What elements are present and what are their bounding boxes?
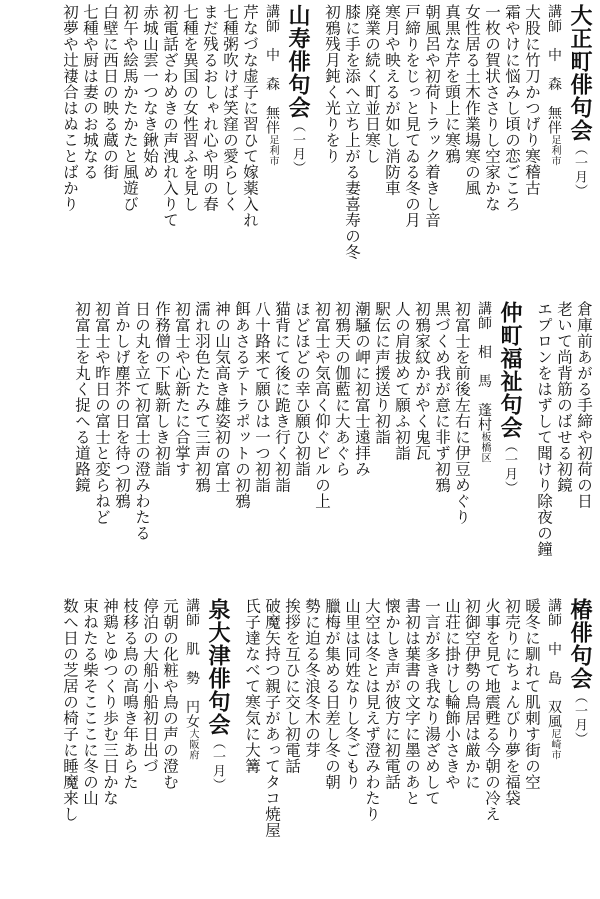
haiku-text: 人の肩拔めて願ふ初詣	[393, 301, 411, 461]
group-title	[564, 598, 594, 894]
haiku-text: 霜やけに悩みし頃の恋ごころ	[503, 4, 521, 212]
haiku-text: 暖冬に馴れて肌刺す街の空	[523, 598, 541, 790]
teacher-city: 尼崎市	[549, 728, 560, 760]
haiku-entry	[442, 598, 462, 894]
haiku-entry	[302, 598, 322, 894]
haiku-entry	[502, 4, 522, 300]
teacher-poet-name: 双風	[546, 699, 562, 729]
haiku-entry	[80, 598, 100, 894]
haiku-text: 神の山気高き雄姿初の富士	[213, 301, 231, 493]
haiku-text: 七種や厨は妻のお城なる	[81, 4, 99, 180]
group-title-text: 椿俳句会	[567, 598, 592, 690]
haiku-entry	[342, 4, 362, 300]
haiku-entry	[554, 301, 574, 597]
group-month: （一月）	[502, 439, 517, 495]
teacher-info	[542, 598, 564, 894]
haiku-entry	[574, 301, 594, 597]
haiku-text: 黒づくめ我が意に非ず初鴉	[433, 301, 451, 493]
haiku-text: 倉庫前あがる手締や初荷の日	[575, 301, 593, 509]
haiku-entry	[372, 301, 392, 597]
group-month: （一月）	[290, 119, 305, 175]
haiku-text: 潮騒の岬に初富士遠拝み	[353, 301, 371, 477]
haiku-text: 初夢や辻褄合はぬことばかり	[61, 4, 79, 212]
haiku-text: 真黒な芹を頭上に寒鴉	[443, 4, 461, 164]
haiku-text: 戸締りをじっと見てゐる冬の月	[403, 4, 421, 228]
teacher-info	[472, 301, 494, 597]
haiku-entry	[482, 598, 502, 894]
haiku-entry	[200, 4, 220, 300]
haiku-text: 初鴉残月鈍く光りをり	[323, 4, 341, 164]
haiku-text: 初電話ざわめきの声洩れ入りて	[161, 4, 179, 228]
teacher-label: 講師	[546, 598, 562, 627]
haiku-entry	[140, 4, 160, 300]
teacher-name: 中 森	[546, 47, 562, 91]
group-title-text: 大正町俳句会	[567, 4, 592, 142]
haiku-text: 首かしげ塵芥の日を待つ初鴉	[113, 301, 131, 509]
haiku-entry	[352, 301, 372, 597]
haiku-text: 芹なづな虚子に習ひて嫁薬入れ	[241, 4, 259, 228]
haiku-entry	[482, 4, 502, 300]
haiku-entry	[180, 4, 200, 300]
teacher-label: 講師	[546, 4, 562, 33]
haiku-entry	[522, 4, 542, 300]
haiku-entry	[160, 598, 180, 894]
teacher-label: 講師	[476, 301, 492, 330]
haiku-text: 廃業の続く町並日寒し	[363, 4, 381, 164]
haiku-text: 寒月や映えるが如し消防車	[383, 4, 401, 196]
group-title-text: 山寿俳句会	[285, 4, 310, 119]
group-title-text: 泉大津俳句会	[205, 598, 230, 736]
haiku-text: 作務僧の下駄新しき初詣	[153, 301, 171, 477]
teacher-label: 講師	[184, 598, 200, 627]
haiku-text: 停泊の大船小船初日出づ	[141, 598, 159, 774]
page-band	[6, 301, 594, 597]
haiku-entry	[332, 301, 352, 597]
teacher-poet-name: 無伴	[264, 105, 280, 135]
page-band	[6, 598, 594, 894]
haiku-entry	[282, 598, 302, 894]
haiku-entry	[442, 4, 462, 300]
teacher-name: 中 島	[546, 641, 562, 685]
haiku-text: 懐かしき声が彼方に初電話	[383, 598, 401, 790]
haiku-text: 臘梅が集める日差し冬の朝	[323, 598, 341, 790]
haiku-text: 大股に竹刀かつげり寒稽古	[523, 4, 541, 196]
haiku-text: 一言が多き我なり湯ざめして	[423, 598, 441, 806]
haiku-text: 膝に手を添へ立ち上がる妻喜寿の冬	[343, 4, 361, 260]
haiku-text: 初午や絵馬かたかたと風遊び	[121, 4, 139, 212]
haiku-text: 火事を見て地震甦る今朝の冷え	[483, 598, 501, 822]
haiku-entry	[100, 598, 120, 894]
haiku-entry	[252, 301, 272, 597]
haiku-entry	[192, 301, 212, 597]
haiku-entry	[312, 301, 332, 597]
teacher-name: 肌 勢	[184, 641, 200, 685]
teacher-poet-name: 無伴	[546, 105, 562, 135]
haiku-text: 餌あさるテトラポットの初鴉	[233, 301, 251, 509]
group-gap	[232, 598, 242, 894]
haiku-text: まだ残るおしゃれ心や明の春	[201, 4, 219, 212]
haiku-entry	[60, 598, 80, 894]
teacher-city: 足利市	[549, 134, 560, 166]
haiku-text: 女性居る土木作業場寒の風	[463, 4, 481, 196]
haiku-text: 老いて尚背筋のばせる初鏡	[555, 301, 573, 493]
haiku-text: 初富士を前後左右に伊豆めぐり	[453, 301, 471, 525]
haiku-text: 駅伝に声援送り初詣	[373, 301, 391, 445]
haiku-entry	[422, 4, 442, 300]
haiku-text: 赤城山雲一つなき鍬始め	[141, 4, 159, 180]
group-title	[494, 301, 524, 597]
haiku-text: 初売りにちょんびり夢を福袋	[503, 598, 521, 806]
haiku-text: 神鶏とゆつくり歩む三日かな	[101, 598, 119, 806]
group-month: （一月）	[210, 736, 225, 792]
haiku-text: 束ねたる柴そこここに冬の山	[81, 598, 99, 806]
haiku-entry	[534, 301, 554, 597]
haiku-entry	[232, 301, 252, 597]
haiku-entry	[120, 4, 140, 300]
group-gap	[312, 4, 322, 300]
haiku-entry	[60, 4, 80, 300]
haiku-text: 一枚の賀状ささりし空家かな	[483, 4, 501, 212]
haiku-text: 枝移る鳥の高鳴き年あらた	[121, 598, 139, 790]
haiku-text: 書初は葉書の文字に墨のあと	[403, 598, 421, 806]
haiku-entry	[402, 4, 422, 300]
haiku-entry	[342, 598, 362, 894]
haiku-text: 初富士を丸く捉へる道路鏡	[73, 301, 91, 493]
haiku-entry	[262, 598, 282, 894]
haiku-text: 朝風呂や初荷トラック着きし音	[423, 4, 441, 228]
haiku-entry	[240, 4, 260, 300]
group-month: （一月）	[572, 142, 587, 198]
teacher-info	[180, 598, 202, 894]
haiku-text: 数へ日の芝居の椅子に睡魔来し	[61, 598, 79, 822]
haiku-entry	[100, 4, 120, 300]
group-title	[282, 4, 312, 300]
haiku-text: 山里は同姓なりし冬ごもり	[343, 598, 361, 790]
teacher-info	[260, 4, 282, 300]
haiku-text: 山荘に掛けし輪飾小さきや	[443, 598, 461, 790]
haiku-text: 初富士や昨日の富士と変らねど	[93, 301, 111, 525]
haiku-entry	[522, 598, 542, 894]
teacher-poet-name: 蓬村	[476, 402, 492, 432]
haiku-text: 濡れ羽色たたみて三声初鴉	[193, 301, 211, 493]
haiku-text: 初鴉天の伽藍に大あぐら	[333, 301, 351, 477]
teacher-city: 足利市	[267, 134, 278, 166]
teacher-poet-name: 円女	[184, 699, 200, 729]
haiku-text: 初鴉家紋かがやく鬼瓦	[413, 301, 431, 461]
haiku-entry	[462, 598, 482, 894]
haiku-entry	[220, 4, 240, 300]
group-month: （一月）	[572, 690, 587, 746]
teacher-city: 大阪府	[187, 728, 198, 760]
haiku-entry	[112, 301, 132, 597]
haiku-entry	[362, 4, 382, 300]
haiku-text: 八十路来て願ひは一つ初詣	[253, 301, 271, 493]
group-title	[564, 4, 594, 300]
teacher-label: 講師	[264, 4, 280, 33]
page-band	[6, 4, 594, 300]
haiku-text: 初富士や心新たに合掌す	[173, 301, 191, 477]
haiku-entry	[322, 4, 342, 300]
group-gap	[524, 301, 534, 597]
haiku-text: 破魔矢持つ親子があってタコ焼屋	[263, 598, 281, 838]
haiku-text: 七種を異国の女性習ふを見し	[181, 4, 199, 212]
haiku-entry	[212, 301, 232, 597]
haiku-entry	[412, 301, 432, 597]
haiku-entry	[160, 4, 180, 300]
haiku-entry	[422, 598, 442, 894]
haiku-text: 氏子達なべて寒気に大篝	[243, 598, 261, 774]
haiku-text: 初御空伊勢の鳥居は厳かに	[463, 598, 481, 790]
teacher-name: 相 馬	[476, 344, 492, 388]
teacher-city: 板橋区	[479, 431, 490, 463]
haiku-entry	[92, 301, 112, 597]
haiku-text: ほどほどの幸ひ願ひ初詣	[293, 301, 311, 477]
haiku-entry	[452, 301, 472, 597]
haiku-text: 白壁に西日の映る蔵の街	[101, 4, 119, 180]
teacher-info	[542, 4, 564, 300]
haiku-text: 元朝の化粧や鳥の声の澄む	[161, 598, 179, 790]
haiku-entry	[402, 598, 422, 894]
teacher-name: 中 森	[264, 47, 280, 91]
haiku-text: 初富士や気高く仰ぐビルの上	[313, 301, 331, 509]
haiku-entry	[72, 301, 92, 597]
haiku-entry	[140, 598, 160, 894]
haiku-text: 七種粥吹けば笑窪の愛らしく	[221, 4, 239, 212]
haiku-entry	[242, 598, 262, 894]
haiku-text: 日の丸を立て初富士の澄みわたる	[133, 301, 151, 541]
haiku-entry	[322, 598, 342, 894]
haiku-entry	[292, 301, 312, 597]
haiku-entry	[462, 4, 482, 300]
haiku-text: 勢に迫る冬浪冬木の芽	[303, 598, 321, 758]
haiku-entry	[502, 598, 522, 894]
haiku-entry	[272, 301, 292, 597]
haiku-entry	[382, 4, 402, 300]
group-title	[202, 598, 232, 894]
haiku-text: 挨拶を互ひに交し初電話	[283, 598, 301, 774]
haiku-entry	[120, 598, 140, 894]
haiku-entry	[382, 598, 402, 894]
haiku-entry	[362, 598, 382, 894]
haiku-text: エプロンをはずして聞けり除夜の鐘	[535, 301, 553, 557]
haiku-entry	[80, 4, 100, 300]
haiku-entry	[172, 301, 192, 597]
group-title-text: 仲町福祉句会	[497, 301, 522, 439]
haiku-entry	[432, 301, 452, 597]
haiku-text: 猫背にて後に跪き行く初詣	[273, 301, 291, 493]
haiku-text: 大空は冬とは見えず澄みわたり	[363, 598, 381, 822]
haiku-entry	[392, 301, 412, 597]
haiku-entry	[152, 301, 172, 597]
haiku-entry	[132, 301, 152, 597]
